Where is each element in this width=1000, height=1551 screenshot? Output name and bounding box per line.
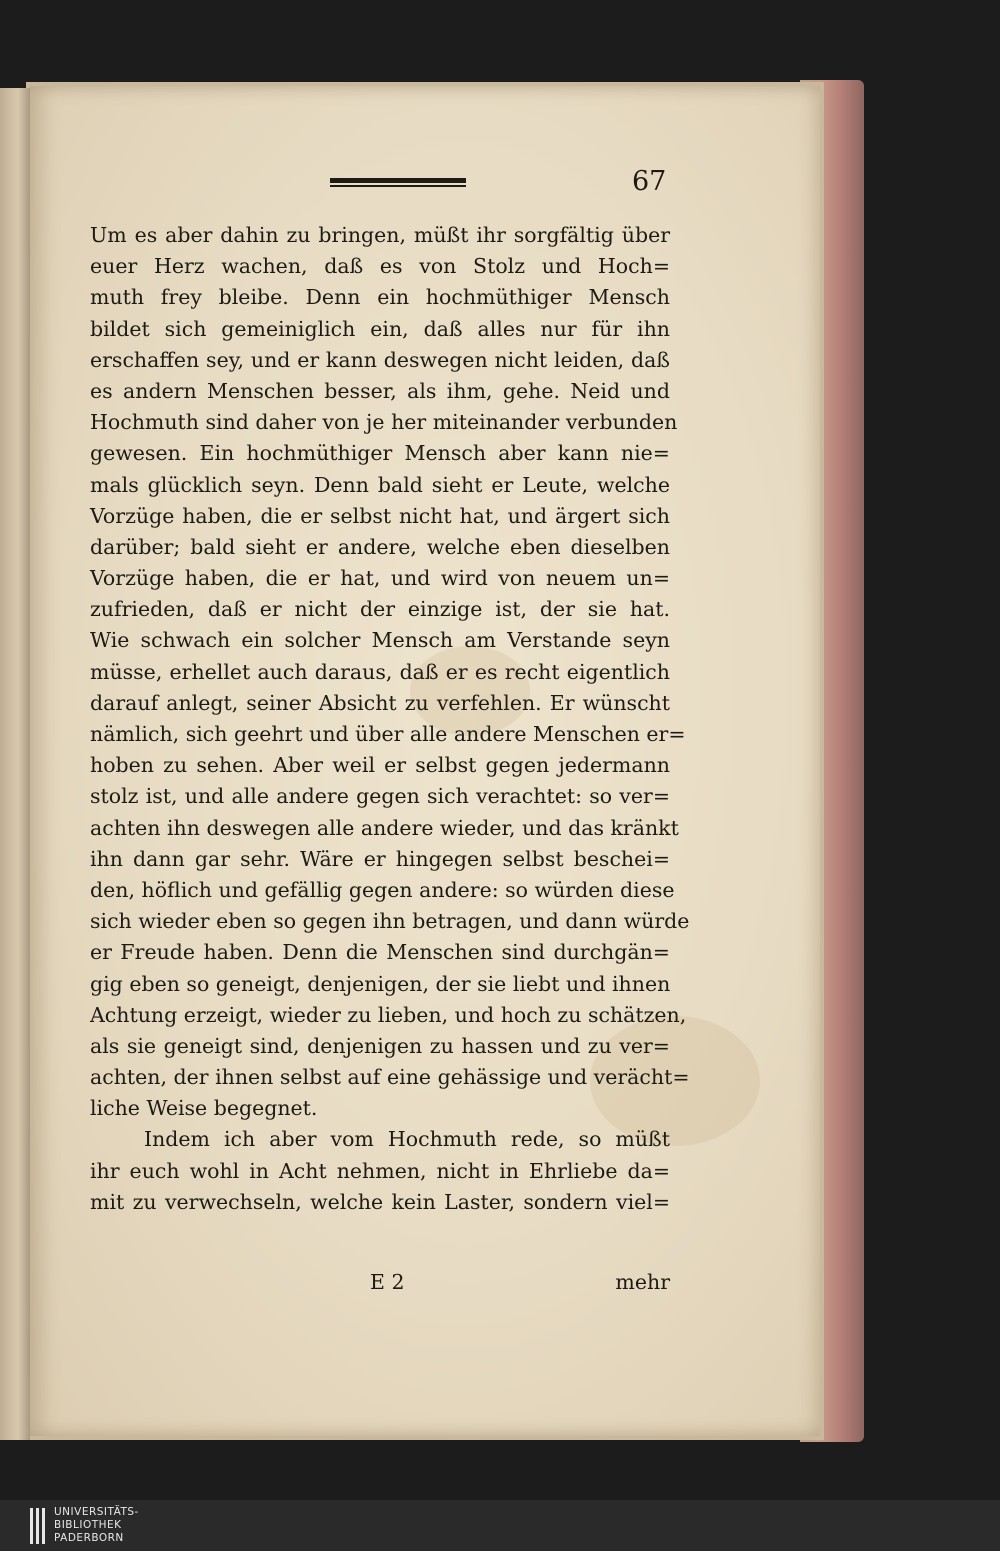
text-line: achten ihn deswegen alle andere wieder, und das kränkt — [90, 815, 679, 840]
text-line: den, höflich und gefällig gegen andere: so würden diese — [90, 877, 675, 902]
text-line: Indem ich aber vom Hochmuth rede, so müßt — [144, 1127, 670, 1152]
text-line: Achtung erzeigt, wieder zu lieben, und hoch zu schätzen, — [90, 1002, 687, 1027]
page-number: 67 — [632, 166, 667, 197]
text-line: erschaffen sey, und er kann deswegen nicht leiden, daß — [90, 347, 670, 372]
text-line: liche Weise begegnet. — [90, 1096, 318, 1121]
text-line: bildet sich gemeiniglich ein, daß alles nur für ihn — [90, 316, 670, 341]
text-line: Wie schwach ein solcher Mensch am Verstande seyn — [90, 628, 670, 653]
library-name-line: PADERBORN — [54, 1532, 124, 1544]
text-line: es andern Menschen besser, als ihm, gehe. Neid und — [90, 378, 670, 403]
book-page — [30, 86, 820, 1436]
library-name-line: BIBLIOTHEK — [54, 1519, 122, 1531]
library-logo-icon — [30, 1508, 48, 1544]
text-line: müsse, erhellet auch daraus, daß er es recht eigentlich — [90, 659, 670, 684]
left-page-edge — [0, 88, 30, 1440]
text-line: er Freude haben. Denn die Menschen sind durchgän= — [90, 940, 670, 965]
text-line: Um es aber dahin zu bringen, müßt ihr sorgfältig über — [90, 223, 670, 247]
signature-mark: E 2 — [370, 1270, 405, 1294]
text-line: gig eben so geneigt, denjenigen, der sie liebt und ihnen — [90, 971, 671, 996]
text-line: darauf anlegt, seiner Absicht zu verfehlen. Er wünscht — [90, 690, 670, 715]
text-line: ihn dann gar sehr. Wäre er hingegen selbst beschei= — [90, 846, 670, 871]
page-footer — [90, 1270, 670, 1301]
text-line: mit zu verwechseln, welche kein Laster, sondern viel= — [90, 1189, 670, 1214]
text-line: muth frey bleibe. Denn ein hochmüthiger Mensch — [90, 285, 670, 310]
header-rule-thick — [330, 178, 466, 183]
text-line: stolz ist, und alle andere gegen sich verachtet: so ver= — [90, 784, 670, 809]
body-text — [90, 220, 690, 1218]
text-line: zufrieden, daß er nicht der einzige ist, der sie hat. — [90, 597, 670, 622]
text-line: ihr euch wohl in Acht nehmen, nicht in Ehrliebe da= — [90, 1158, 670, 1183]
header-rule — [330, 178, 466, 188]
library-name-line: UNIVERSITÄTS- — [54, 1506, 139, 1518]
text-line: Hochmuth sind daher von je her miteinander verbunden — [90, 410, 678, 435]
text-line: Vorzüge haben, die er hat, und wird von neuem un= — [90, 566, 670, 591]
header-rule-thin — [330, 185, 466, 187]
text-line: hoben zu sehen. Aber weil er selbst gegen jedermann — [90, 753, 670, 778]
catchword: mehr — [615, 1270, 670, 1294]
text-line: euer Herz wachen, daß es von Stolz und Hoch= — [90, 254, 670, 279]
text-line: als sie geneigt sind, denjenigen zu hassen und zu ver= — [90, 1033, 670, 1058]
library-name — [54, 1506, 139, 1545]
text-line: sich wieder eben so gegen ihn betragen, und dann würde — [90, 909, 690, 934]
text-line: Vorzüge haben, die er selbst nicht hat, und ärgert sich — [90, 503, 670, 528]
text-line: achten, der ihnen selbst auf eine gehässige und verächt= — [90, 1065, 690, 1090]
text-line: darüber; bald sieht er andere, welche eben dieselben — [90, 534, 670, 559]
library-footer-bar — [0, 1500, 1000, 1551]
text-line: gewesen. Ein hochmüthiger Mensch aber kann nie= — [90, 441, 670, 466]
text-line: nämlich, sich geehrt und über alle andere Menschen er= — [90, 722, 686, 746]
text-line: mals glücklich seyn. Denn bald sieht er Leute, welche — [90, 472, 670, 497]
